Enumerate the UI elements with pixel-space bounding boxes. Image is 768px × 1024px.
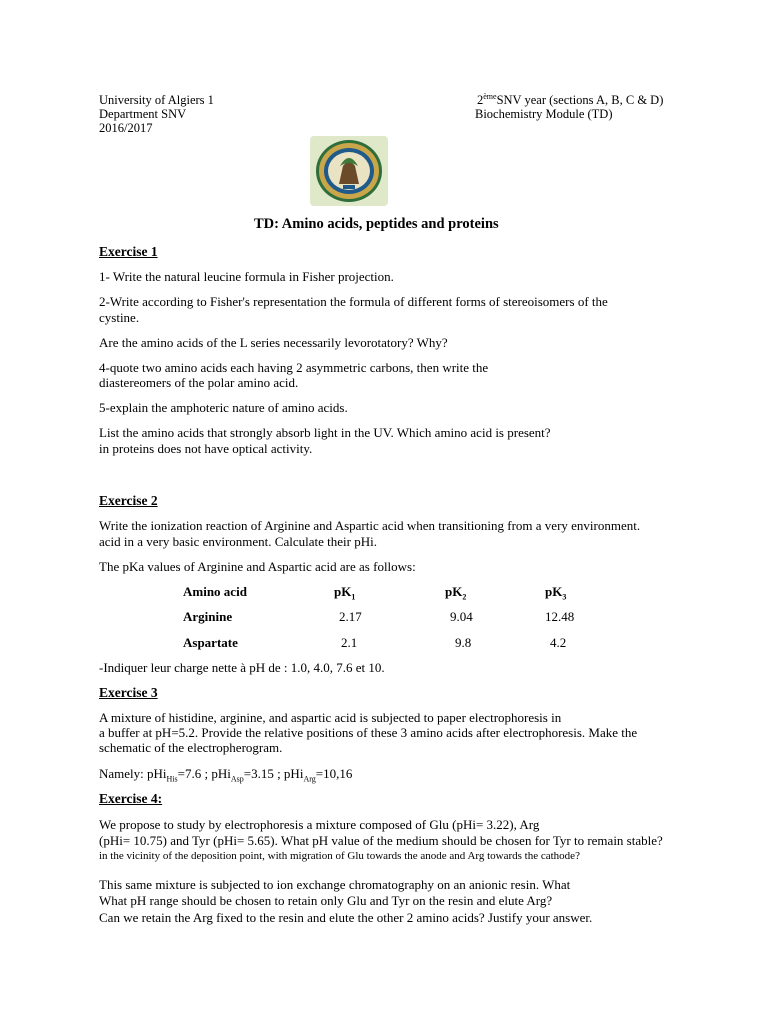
exercise-1-question-1: 1- Write the natural leucine formula in Fisher projection. (99, 269, 394, 284)
exercise-1-heading: Exercise 1 (99, 244, 158, 259)
exercise-3-paragraph-1-end: schematic of the electropherogram. (99, 740, 283, 755)
exercise-4-paragraph-2-cont: What pH range should be chosen to retain only Glu and Tyr on the resin and elute Arg? (99, 893, 553, 908)
table-header-pk2: $pK_2$ (445, 584, 467, 602)
exercise-1-question-3: Are the amino acids of the L series necessarily levorotatory? Why? (99, 335, 448, 350)
table-header-pk3: $pK_3$ (545, 584, 567, 602)
exercise-3-paragraph-1-cont: a buffer at pH=5.2. Provide the relative positions of these 3 amino acids after electrophoresis. Make the (99, 725, 638, 740)
exercise-4-heading: Exercise 4: (99, 791, 163, 806)
table-row-aspartate-pk1: 2.1 (341, 635, 358, 650)
university-logo (310, 136, 388, 206)
department-name: Department SNV (99, 107, 187, 121)
exercise-3-pHi-values: Namely: pHi$_{His}$=7.6 ; pHi$_{Asp}$=3.15 ; pHi$_{Arg}$=10,16 (99, 766, 353, 784)
academic-year: 2016/2017 (99, 121, 153, 135)
exercise-4-paragraph-2-end: Can we retain the Arg fixed to the resin and elute the other 2 amino acids? Justify your answer. (99, 910, 593, 925)
exercise-1-question-6-cont: in proteins does not have optical activity. (99, 441, 313, 456)
exercise-1-question-2-cont: cystine. (99, 310, 140, 325)
exercise-4-paragraph-1: We propose to study by electrophoresis a mixture composed of Glu (pHi= 3.22), Arg (99, 817, 540, 832)
table-header-amino-acid: Amino acid (183, 584, 247, 599)
page-title: TD: Amino acids, peptides and proteins (254, 216, 499, 232)
university-seal-icon (310, 136, 388, 206)
exercise-4-paragraph-1-cont: (pHi= 10.75) and Tyr (pHi= 5.65). What pH value of the medium should be chosen for Tyr to remain stable? (99, 833, 663, 848)
table-row-aspartate-pk3: 4.2 (550, 635, 567, 650)
exercise-2-paragraph-2: The pKa values of Arginine and Aspartic acid are as follows: (99, 559, 416, 574)
table-row-aspartate-name: Aspartate (183, 635, 238, 650)
table-row-aspartate-pk2: 9.8 (455, 635, 472, 650)
exercise-4-paragraph-2: This same mixture is subjected to ion exchange chromatography on an anionic resin. What (99, 877, 571, 892)
exercise-2-paragraph-1-cont: acid in a very basic environment. Calculate their pHi. (99, 534, 377, 549)
table-row-arginine-pk3: 12.48 (545, 609, 575, 624)
table-row-arginine-pk1: 2.17 (339, 609, 362, 624)
class-level: 2èmeSNV year (sections A, B, C & D) (477, 91, 664, 107)
exercise-2-heading: Exercise 2 (99, 493, 158, 508)
table-row-arginine-name: Arginine (183, 609, 233, 624)
module-name: Biochemistry Module (TD) (475, 107, 613, 121)
table-row-arginine-pk2: 9.04 (450, 609, 473, 624)
exercise-1-question-5: 5-explain the amphoteric nature of amino acids. (99, 400, 348, 415)
exercise-1-question-4: 4-quote two amino acids each having 2 asymmetric carbons, then write the (99, 360, 489, 375)
table-header-pk1: $pK_1$ (334, 584, 356, 602)
exercise-1-question-4-cont: diastereomers of the polar amino acid. (99, 375, 299, 390)
exercise-3-paragraph-1: A mixture of histidine, arginine, and aspartic acid is subjected to paper electrophoresis in (99, 710, 562, 725)
exercise-3-heading: Exercise 3 (99, 685, 158, 700)
university-name: University of Algiers 1 (99, 93, 214, 107)
exercise-2-paragraph-1: Write the ionization reaction of Arginine and Aspartic acid when transitioning from a very environment. (99, 518, 641, 533)
exercise-1-question-2: 2-Write according to Fisher's representation the formula of different forms of stereoisomers of the (99, 294, 608, 309)
exercise-1-question-6: List the amino acids that strongly absorb light in the UV. Which amino acid is present? (99, 425, 551, 440)
exercise-4-paragraph-1-end: in the vicinity of the deposition point, with migration of Glu towards the anode and Arg towards the cathode? (99, 850, 580, 862)
exercise-2-paragraph-3: -Indiquer leur charge nette à pH de : 1.0, 4.0, 7.6 et 10. (99, 660, 385, 675)
